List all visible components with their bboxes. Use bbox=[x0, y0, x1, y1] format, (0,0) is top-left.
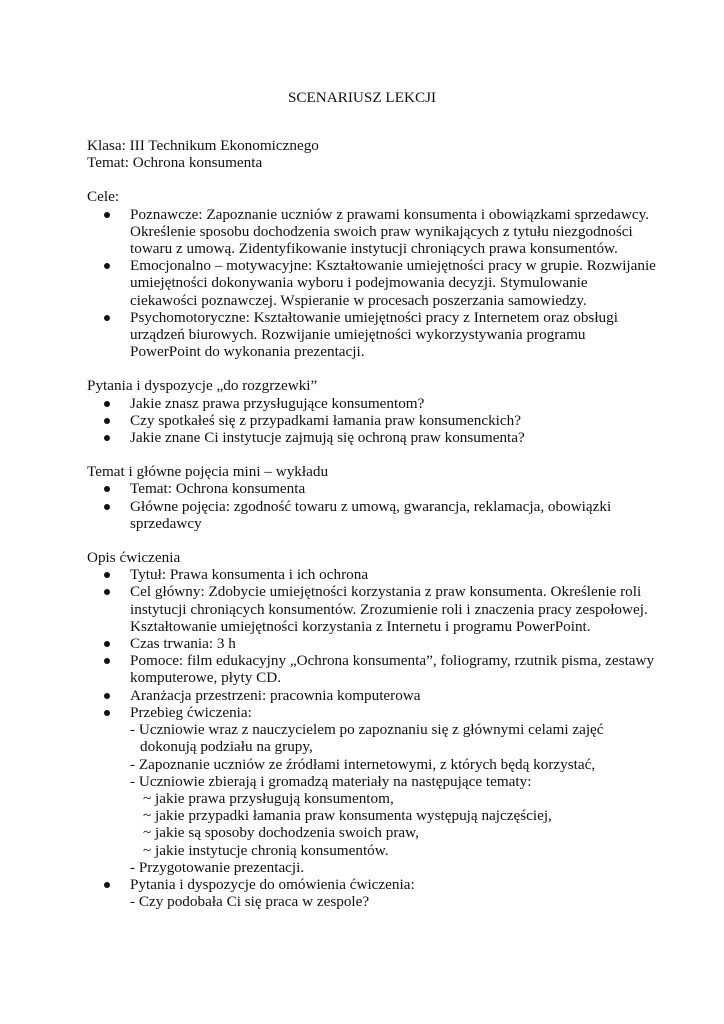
bullet-icon bbox=[104, 572, 110, 578]
list-item: Jakie znasz prawa przysługujące konsumentom? bbox=[87, 395, 667, 412]
temat-line: Temat: Ochrona konsumenta bbox=[87, 154, 263, 172]
bullet-icon bbox=[104, 418, 110, 424]
opis-list bbox=[87, 566, 667, 910]
list-item: Pytania i dyspozycje do omówienia ćwiczenia: - Czy podobała Ci się praca w zespole? bbox=[87, 876, 667, 910]
klasa-line: Klasa: III Technikum Ekonomicznego bbox=[87, 137, 319, 154]
list-item: Psychomotoryczne: Kształtowanie umiejętności pracy z Internetem oraz obsługi urządzeń biurowych. Rozwijanie umiejętności wykorzystywania programu PowerPoint do wykonania prezentacji. bbox=[87, 309, 667, 361]
temat-glowne-heading: Temat i główne pojęcia mini – wykładu bbox=[87, 463, 329, 481]
bullet-icon bbox=[104, 882, 110, 888]
list-item: Cel główny: Zdobycie umiejętności korzystania z praw konsumenta. Określenie roli instytucji chroniących konsumentów. Zrozumienie roli i znaczenia pracy zespołowej. Kształtowanie umiejętności korzystania z Internetu i programu PowerPoint. bbox=[87, 583, 667, 635]
list-item: Aranżacja przestrzeni: pracownia komputerowa bbox=[87, 687, 667, 704]
bullet-icon bbox=[104, 710, 110, 716]
opis-heading: Opis ćwiczenia bbox=[87, 549, 181, 567]
cele-heading: Cele: bbox=[87, 188, 120, 206]
list-item: Tytuł: Prawa konsumenta i ich ochrona bbox=[87, 566, 667, 583]
list-item: Czas trwania: 3 h bbox=[87, 635, 667, 652]
pytania-list bbox=[87, 395, 667, 447]
list-item: Emocjonalno – motywacyjne: Kształtowanie umiejętności pracy w grupie. Rozwijanie umiejętności dokonywania wyboru i podejmowania decyzji. Stymulowanie ciekawości poznawczej. Wspieranie w procesach poszerzania samowiedzy. bbox=[87, 257, 667, 309]
pytania-heading: Pytania i dyspozycje „do rozgrzewki” bbox=[87, 377, 318, 395]
bullet-icon bbox=[104, 693, 110, 699]
temat-glowne-list bbox=[87, 480, 667, 532]
bullet-icon bbox=[104, 589, 110, 595]
list-item: Przebieg ćwiczenia: - Uczniowie wraz z nauczycielem po zapoznaniu się z głównymi celami zajęć dokonują podziału na grupy, - Zapoznanie uczniów ze źródłami internetowymi, z których będą korzystać, - Uczniowie zbierają i gromadzą materiały na następujące tematy: ~ jakie prawa przysługują konsumentom, ~ jakie przypadki łamania praw konsumenta występują najczęściej, ~ jakie są sposoby dochodzenia swoich praw, ~ jakie instytucje chronią konsumentów. - Przygotowanie prezentacji. bbox=[87, 704, 667, 876]
bullet-icon bbox=[104, 658, 110, 664]
list-item: Jakie znane Ci instytucje zajmują się ochroną praw konsumenta? bbox=[87, 429, 667, 446]
bullet-icon bbox=[104, 212, 110, 218]
list-item: Główne pojęcia: zgodność towaru z umową, gwarancja, reklamacja, obowiązki sprzedawcy bbox=[87, 498, 667, 532]
bullet-icon bbox=[104, 315, 110, 321]
bullet-icon bbox=[104, 263, 110, 269]
list-item: Temat: Ochrona konsumenta bbox=[87, 480, 667, 497]
bullet-icon bbox=[104, 401, 110, 407]
cele-list bbox=[87, 206, 667, 361]
list-item: Pomoce: film edukacyjny „Ochrona konsumenta”, foliogramy, rzutnik pisma, zestawy komputerowe, płyty CD. bbox=[87, 652, 667, 686]
bullet-icon bbox=[104, 486, 110, 492]
bullet-icon bbox=[104, 504, 110, 510]
bullet-icon bbox=[104, 641, 110, 647]
bullet-icon bbox=[104, 435, 110, 441]
list-item: Poznawcze: Zapoznanie uczniów z prawami konsumenta i obowiązkami sprzedawcy. Określenie sposobu dochodzenia swoich praw wynikających z tytułu niezgodności towaru z umową. Zidentyfikowanie instytucji chroniących prawa konsumentów. bbox=[87, 206, 667, 258]
list-item: Czy spotkałeś się z przypadkami łamania praw konsumenckich? bbox=[87, 412, 667, 429]
document-title: SCENARIUSZ LEKCJI bbox=[287, 89, 437, 106]
document-body bbox=[87, 137, 667, 910]
